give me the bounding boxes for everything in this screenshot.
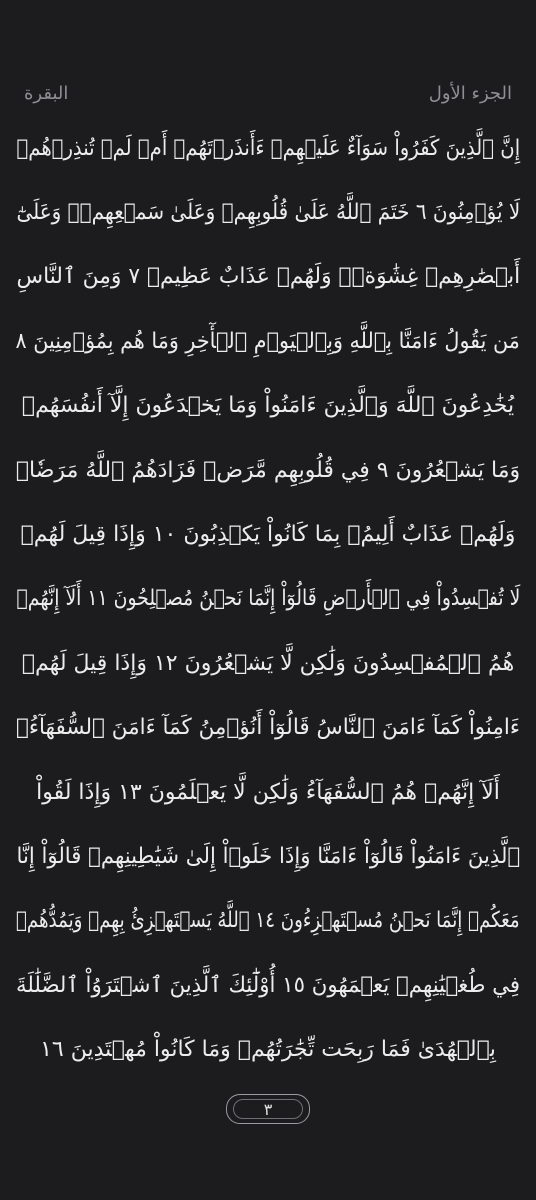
verse-line: مَن يَقُولُ ءَامَنَّا بِٱللَّهِ وَبِٱلۡيَوۡمِ ٱلۡأٓخِرِ وَمَا هُم بِمُؤۡمِنِينَ ٨ <box>15 328 521 354</box>
verse-line: لَا تُفۡسِدُواْ فِي ٱلۡأَرۡضِ قَالُوٓاْ إِنَّمَا نَحۡنُ مُصۡلِحُونَ ١١ أَلَآ إِنَّهُمۡ <box>16 586 520 612</box>
verse-line: مَعَكُمۡ إِنَّمَا نَحۡنُ مُسۡتَهۡزِءُونَ ١٤ ٱللَّهُ يَسۡتَهۡزِئُ بِهِمۡ وَيَمُدُّهُمۡ <box>16 908 520 934</box>
verse-line: أَبۡصَٰرِهِمۡ غِشَٰوَةٞۖ وَلَهُمۡ عَذَابٌ عَظِيمٞ ٧ وَمِنَ ٱلنَّاسِ <box>16 264 520 290</box>
page-number: ٣ <box>263 1099 273 1119</box>
verse-line: وَلَهُمۡ عَذَابٌ أَلِيمُۢ بِمَا كَانُواْ يَكۡذِبُونَ ١٠ وَإِذَا قِيلَ لَهُمۡ <box>20 522 516 548</box>
verse-line: هُمُ ٱلۡمُفۡسِدُونَ وَلَٰكِن لَّا يَشۡعُرُونَ ١٢ وَإِذَا قِيلَ لَهُمۡ <box>21 650 515 676</box>
juz-label: الجزء الأول <box>428 82 512 104</box>
verse-line: ءَامِنُواْ كَمَآ ءَامَنَ ٱلنَّاسُ قَالُوٓاْ أَنُؤۡمِنُ كَمَآ ءَامَنَ ٱلسُّفَهَآءُۗ <box>16 715 520 741</box>
quran-text <box>14 116 522 1082</box>
verse-line: ٱلَّذِينَ ءَامَنُواْ قَالُوٓاْ ءَامَنَّا وَإِذَا خَلَوۡاْ إِلَىٰ شَيَٰطِينِهِمۡ قَالُوٓاْ إِنَّا <box>16 843 520 869</box>
verse-line: إِنَّ ٱلَّذِينَ كَفَرُواْ سَوَآءٌ عَلَيۡهِمۡ ءَأَنذَرۡتَهُمۡ أَمۡ لَمۡ تُنذِرۡهُمۡ <box>16 135 520 161</box>
verse-line: لَا يُؤۡمِنُونَ ٦ خَتَمَ ٱللَّهُ عَلَىٰ قُلُوبِهِمۡ وَعَلَىٰ سَمۡعِهِمۡۖ وَعَلَىٰٓ <box>16 200 520 226</box>
verse-line: فِي طُغۡيَٰنِهِمۡ يَعۡمَهُونَ ١٥ أُوْلَٰٓئِكَ ٱلَّذِينَ ٱشۡتَرَوُاْ ٱلضَّلَٰلَةَ <box>15 972 521 998</box>
verse-line: بِٱلۡهُدَىٰ فَمَا رَبِحَت تِّجَٰرَتُهُمۡ وَمَا كَانُواْ مُهۡتَدِينَ ١٦ <box>40 1037 496 1063</box>
surah-label: البقرة <box>24 82 69 104</box>
verse-line: وَمَا يَشۡعُرُونَ ٩ فِي قُلُوبِهِم مَّرَضٞ فَزَادَهُمُ ٱللَّهُ مَرَضٗاۖ <box>15 457 521 483</box>
verse-line: أَلَآ إِنَّهُمۡ هُمُ ٱلسُّفَهَآءُ وَلَٰكِن لَّا يَعۡلَمُونَ ١٣ وَإِذَا لَقُواْ <box>36 779 500 805</box>
page-number-frame <box>226 1094 310 1124</box>
page-number-ornament <box>0 1092 536 1126</box>
page-header <box>24 78 512 108</box>
verse-line: يُخَٰدِعُونَ ٱللَّهَ وَٱلَّذِينَ ءَامَنُواْ وَمَا يَخۡدَعُونَ إِلَّآ أَنفُسَهُمۡ <box>21 393 515 419</box>
